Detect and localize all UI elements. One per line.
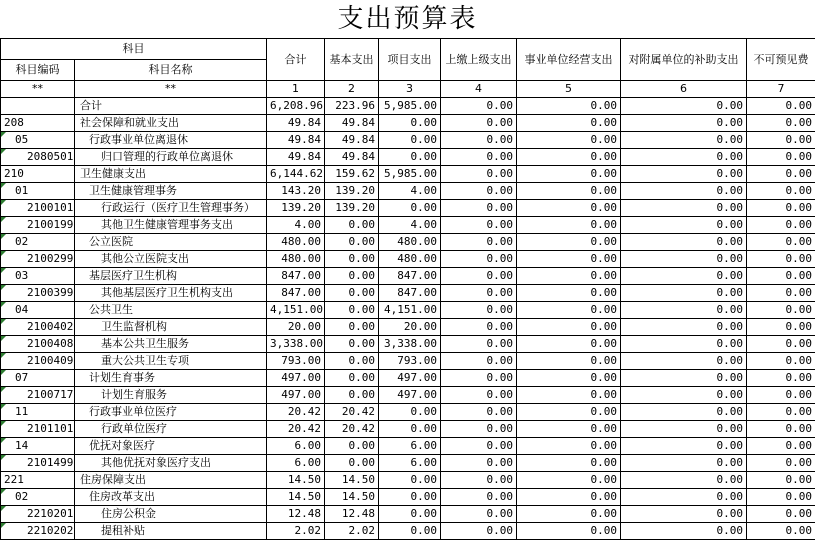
amount-cell-project[interactable]: 6.00 bbox=[379, 455, 441, 472]
amount-cell-total[interactable]: 847.00 bbox=[267, 285, 325, 302]
subject-name-cell[interactable]: 卫生监督机构 bbox=[75, 319, 267, 336]
subject-code-cell[interactable]: 2100299 bbox=[1, 251, 75, 268]
amount-cell-upper[interactable]: 0.00 bbox=[441, 234, 517, 251]
column-number-row bbox=[1, 81, 815, 98]
amount-cell-subsidy[interactable]: 0.00 bbox=[621, 234, 747, 251]
amount-cell-project[interactable]: 0.00 bbox=[379, 506, 441, 523]
amount-cell-total[interactable]: 12.48 bbox=[267, 506, 325, 523]
amount-cell-basic[interactable]: 223.96 bbox=[325, 98, 379, 115]
amount-cell-subsidy[interactable]: 0.00 bbox=[621, 421, 747, 438]
amount-cell-operation[interactable]: 0.00 bbox=[517, 472, 621, 489]
subject-name-cell[interactable]: 基本公共卫生服务 bbox=[75, 336, 267, 353]
amount-cell-total[interactable]: 49.84 bbox=[267, 132, 325, 149]
table-row bbox=[1, 404, 815, 421]
amount-cell-subsidy[interactable]: 0.00 bbox=[621, 370, 747, 387]
amount-cell-project[interactable]: 4.00 bbox=[379, 217, 441, 234]
amount-cell-subsidy[interactable]: 0.00 bbox=[621, 302, 747, 319]
amount-cell-upper[interactable]: 0.00 bbox=[441, 387, 517, 404]
amount-cell-project[interactable]: 4.00 bbox=[379, 183, 441, 200]
amount-cell-subsidy[interactable]: 0.00 bbox=[621, 523, 747, 540]
amount-cell-reserve[interactable]: 0.00 bbox=[747, 285, 815, 302]
table-row bbox=[1, 353, 815, 370]
amount-cell-basic[interactable]: 159.62 bbox=[325, 166, 379, 183]
colnum-cell[interactable]: 2 bbox=[325, 81, 379, 98]
amount-cell-reserve[interactable]: 0.00 bbox=[747, 200, 815, 217]
amount-cell-basic[interactable]: 2.02 bbox=[325, 523, 379, 540]
table-row bbox=[1, 336, 815, 353]
table-row bbox=[1, 387, 815, 404]
amount-cell-reserve[interactable]: 0.00 bbox=[747, 489, 815, 506]
amount-cell-subsidy[interactable]: 0.00 bbox=[621, 489, 747, 506]
amount-cell-basic[interactable]: 49.84 bbox=[325, 115, 379, 132]
subject-name-cell[interactable]: 合计 bbox=[75, 98, 267, 115]
amount-cell-basic[interactable]: 0.00 bbox=[325, 251, 379, 268]
amount-cell-subsidy[interactable]: 0.00 bbox=[621, 200, 747, 217]
subject-name-cell[interactable]: 重大公共卫生专项 bbox=[75, 353, 267, 370]
amount-cell-upper[interactable]: 0.00 bbox=[441, 506, 517, 523]
header-code[interactable]: 科目编码 bbox=[1, 60, 75, 81]
subject-code-cell[interactable]: 2101101 bbox=[1, 421, 75, 438]
amount-cell-operation[interactable]: 0.00 bbox=[517, 285, 621, 302]
amount-cell-operation[interactable]: 0.00 bbox=[517, 506, 621, 523]
amount-cell-total[interactable]: 6.00 bbox=[267, 455, 325, 472]
amount-cell-project[interactable]: 20.00 bbox=[379, 319, 441, 336]
amount-cell-subsidy[interactable]: 0.00 bbox=[621, 166, 747, 183]
amount-cell-basic[interactable]: 0.00 bbox=[325, 319, 379, 336]
amount-cell-reserve[interactable]: 0.00 bbox=[747, 234, 815, 251]
subject-code-cell[interactable]: 14 bbox=[1, 438, 75, 455]
amount-cell-subsidy[interactable]: 0.00 bbox=[621, 98, 747, 115]
table-row bbox=[1, 251, 815, 268]
amount-cell-project[interactable]: 0.00 bbox=[379, 132, 441, 149]
colnum-cell[interactable]: 1 bbox=[267, 81, 325, 98]
amount-cell-reserve[interactable]: 0.00 bbox=[747, 455, 815, 472]
subject-name-cell[interactable]: 住房保障支出 bbox=[75, 472, 267, 489]
table-row bbox=[1, 370, 815, 387]
table-row bbox=[1, 149, 815, 166]
amount-cell-project[interactable]: 0.00 bbox=[379, 489, 441, 506]
amount-cell-total[interactable]: 4,151.00 bbox=[267, 302, 325, 319]
amount-cell-operation[interactable]: 0.00 bbox=[517, 421, 621, 438]
amount-cell-project[interactable]: 0.00 bbox=[379, 149, 441, 166]
amount-cell-project[interactable]: 5,985.00 bbox=[379, 166, 441, 183]
amount-cell-reserve[interactable]: 0.00 bbox=[747, 183, 815, 200]
table-row bbox=[1, 319, 815, 336]
table-row bbox=[1, 438, 815, 455]
header-upper[interactable]: 上缴上级支出 bbox=[441, 39, 517, 81]
subject-name-cell[interactable]: 社会保障和就业支出 bbox=[75, 115, 267, 132]
amount-cell-total[interactable]: 14.50 bbox=[267, 472, 325, 489]
amount-cell-operation[interactable]: 0.00 bbox=[517, 404, 621, 421]
table-row bbox=[1, 506, 815, 523]
colnum-cell[interactable]: ** bbox=[1, 81, 75, 98]
table-row bbox=[1, 268, 815, 285]
amount-cell-upper[interactable]: 0.00 bbox=[441, 472, 517, 489]
amount-cell-upper[interactable]: 0.00 bbox=[441, 268, 517, 285]
colnum-cell[interactable]: 7 bbox=[747, 81, 815, 98]
amount-cell-operation[interactable]: 0.00 bbox=[517, 489, 621, 506]
subject-name-cell[interactable]: 行政事业单位医疗 bbox=[75, 404, 267, 421]
amount-cell-basic[interactable]: 49.84 bbox=[325, 149, 379, 166]
subject-code-cell[interactable]: 2100399 bbox=[1, 285, 75, 302]
subject-name-cell[interactable]: 公立医院 bbox=[75, 234, 267, 251]
subject-name-cell[interactable]: 计划生育服务 bbox=[75, 387, 267, 404]
subject-name-cell[interactable]: 其他公立医院支出 bbox=[75, 251, 267, 268]
amount-cell-basic[interactable]: 49.84 bbox=[325, 132, 379, 149]
amount-cell-reserve[interactable]: 0.00 bbox=[747, 166, 815, 183]
amount-cell-total[interactable]: 49.84 bbox=[267, 149, 325, 166]
subject-code-cell[interactable]: 2080501 bbox=[1, 149, 75, 166]
amount-cell-basic[interactable]: 0.00 bbox=[325, 387, 379, 404]
amount-cell-reserve[interactable]: 0.00 bbox=[747, 251, 815, 268]
amount-cell-reserve[interactable]: 0.00 bbox=[747, 523, 815, 540]
amount-cell-reserve[interactable]: 0.00 bbox=[747, 319, 815, 336]
amount-cell-reserve[interactable]: 0.00 bbox=[747, 472, 815, 489]
amount-cell-operation[interactable]: 0.00 bbox=[517, 353, 621, 370]
amount-cell-basic[interactable]: 0.00 bbox=[325, 302, 379, 319]
amount-cell-upper[interactable]: 0.00 bbox=[441, 183, 517, 200]
amount-cell-subsidy[interactable]: 0.00 bbox=[621, 251, 747, 268]
amount-cell-subsidy[interactable]: 0.00 bbox=[621, 183, 747, 200]
table-row bbox=[1, 285, 815, 302]
amount-cell-upper[interactable]: 0.00 bbox=[441, 523, 517, 540]
subject-code-cell[interactable]: 11 bbox=[1, 404, 75, 421]
amount-cell-total[interactable]: 497.00 bbox=[267, 387, 325, 404]
subject-name-cell[interactable]: 公共卫生 bbox=[75, 302, 267, 319]
table-header bbox=[1, 39, 815, 98]
amount-cell-total[interactable]: 497.00 bbox=[267, 370, 325, 387]
amount-cell-upper[interactable]: 0.00 bbox=[441, 285, 517, 302]
subject-name-cell[interactable]: 其他基层医疗卫生机构支出 bbox=[75, 285, 267, 302]
amount-cell-subsidy[interactable]: 0.00 bbox=[621, 115, 747, 132]
amount-cell-upper[interactable]: 0.00 bbox=[441, 370, 517, 387]
budget-table bbox=[0, 38, 815, 540]
amount-cell-upper[interactable]: 0.00 bbox=[441, 438, 517, 455]
table-row bbox=[1, 234, 815, 251]
subject-code-cell[interactable]: 2101499 bbox=[1, 455, 75, 472]
subject-code-cell[interactable]: 2210202 bbox=[1, 523, 75, 540]
subject-code-cell[interactable]: 210 bbox=[1, 166, 75, 183]
subject-name-cell[interactable]: 其他卫生健康管理事务支出 bbox=[75, 217, 267, 234]
amount-cell-basic[interactable]: 14.50 bbox=[325, 472, 379, 489]
subject-name-cell[interactable]: 卫生健康支出 bbox=[75, 166, 267, 183]
amount-cell-reserve[interactable]: 0.00 bbox=[747, 336, 815, 353]
subject-code-cell[interactable]: 2100402 bbox=[1, 319, 75, 336]
amount-cell-subsidy[interactable]: 0.00 bbox=[621, 336, 747, 353]
amount-cell-project[interactable]: 0.00 bbox=[379, 523, 441, 540]
amount-cell-subsidy[interactable]: 0.00 bbox=[621, 472, 747, 489]
subject-name-cell[interactable]: 优抚对象医疗 bbox=[75, 438, 267, 455]
amount-cell-reserve[interactable]: 0.00 bbox=[747, 387, 815, 404]
amount-cell-basic[interactable]: 20.42 bbox=[325, 421, 379, 438]
amount-cell-subsidy[interactable]: 0.00 bbox=[621, 132, 747, 149]
amount-cell-total[interactable]: 3,338.00 bbox=[267, 336, 325, 353]
amount-cell-subsidy[interactable]: 0.00 bbox=[621, 387, 747, 404]
subject-name-cell[interactable]: 住房改革支出 bbox=[75, 489, 267, 506]
amount-cell-operation[interactable]: 0.00 bbox=[517, 387, 621, 404]
amount-cell-total[interactable]: 480.00 bbox=[267, 234, 325, 251]
amount-cell-operation[interactable]: 0.00 bbox=[517, 149, 621, 166]
colnum-cell[interactable]: 3 bbox=[379, 81, 441, 98]
amount-cell-operation[interactable]: 0.00 bbox=[517, 251, 621, 268]
amount-cell-operation[interactable]: 0.00 bbox=[517, 455, 621, 472]
amount-cell-total[interactable]: 6.00 bbox=[267, 438, 325, 455]
amount-cell-total[interactable]: 14.50 bbox=[267, 489, 325, 506]
amount-cell-basic[interactable]: 0.00 bbox=[325, 353, 379, 370]
amount-cell-project[interactable]: 0.00 bbox=[379, 404, 441, 421]
subject-name-cell[interactable]: 其他优抚对象医疗支出 bbox=[75, 455, 267, 472]
subject-code-cell[interactable]: 2100101 bbox=[1, 200, 75, 217]
amount-cell-reserve[interactable]: 0.00 bbox=[747, 217, 815, 234]
amount-cell-operation[interactable]: 0.00 bbox=[517, 98, 621, 115]
amount-cell-project[interactable]: 847.00 bbox=[379, 285, 441, 302]
amount-cell-subsidy[interactable]: 0.00 bbox=[621, 319, 747, 336]
amount-cell-reserve[interactable]: 0.00 bbox=[747, 353, 815, 370]
subject-name-cell[interactable]: 行政运行（医疗卫生管理事务） bbox=[75, 200, 267, 217]
amount-cell-operation[interactable]: 0.00 bbox=[517, 166, 621, 183]
amount-cell-operation[interactable]: 0.00 bbox=[517, 200, 621, 217]
table-row bbox=[1, 200, 815, 217]
amount-cell-operation[interactable]: 0.00 bbox=[517, 319, 621, 336]
amount-cell-basic[interactable]: 0.00 bbox=[325, 438, 379, 455]
amount-cell-operation[interactable]: 0.00 bbox=[517, 217, 621, 234]
table-row bbox=[1, 132, 815, 149]
table-row bbox=[1, 98, 815, 115]
subject-name-cell[interactable]: 行政事业单位离退休 bbox=[75, 132, 267, 149]
amount-cell-basic[interactable]: 0.00 bbox=[325, 370, 379, 387]
amount-cell-basic[interactable]: 139.20 bbox=[325, 183, 379, 200]
amount-cell-reserve[interactable]: 0.00 bbox=[747, 370, 815, 387]
header-name[interactable]: 科目名称 bbox=[75, 60, 267, 81]
amount-cell-subsidy[interactable]: 0.00 bbox=[621, 285, 747, 302]
amount-cell-basic[interactable]: 0.00 bbox=[325, 336, 379, 353]
amount-cell-project[interactable]: 847.00 bbox=[379, 268, 441, 285]
subject-code-cell[interactable]: 2100409 bbox=[1, 353, 75, 370]
subject-name-cell[interactable]: 住房公积金 bbox=[75, 506, 267, 523]
table-row bbox=[1, 523, 815, 540]
amount-cell-reserve[interactable]: 0.00 bbox=[747, 268, 815, 285]
amount-cell-upper[interactable]: 0.00 bbox=[441, 489, 517, 506]
amount-cell-reserve[interactable]: 0.00 bbox=[747, 132, 815, 149]
amount-cell-subsidy[interactable]: 0.00 bbox=[621, 353, 747, 370]
amount-cell-upper[interactable]: 0.00 bbox=[441, 166, 517, 183]
amount-cell-operation[interactable]: 0.00 bbox=[517, 115, 621, 132]
header-operation[interactable]: 事业单位经营支出 bbox=[517, 39, 621, 81]
amount-cell-operation[interactable]: 0.00 bbox=[517, 183, 621, 200]
amount-cell-project[interactable]: 5,985.00 bbox=[379, 98, 441, 115]
amount-cell-upper[interactable]: 0.00 bbox=[441, 455, 517, 472]
amount-cell-upper[interactable]: 0.00 bbox=[441, 132, 517, 149]
amount-cell-operation[interactable]: 0.00 bbox=[517, 268, 621, 285]
amount-cell-total[interactable]: 793.00 bbox=[267, 353, 325, 370]
subject-code-cell[interactable]: 02 bbox=[1, 489, 75, 506]
amount-cell-total[interactable]: 20.42 bbox=[267, 404, 325, 421]
table-row bbox=[1, 455, 815, 472]
subject-name-cell[interactable]: 行政单位医疗 bbox=[75, 421, 267, 438]
subject-code-cell[interactable]: 2100199 bbox=[1, 217, 75, 234]
subject-code-cell[interactable]: 2100717 bbox=[1, 387, 75, 404]
amount-cell-total[interactable]: 480.00 bbox=[267, 251, 325, 268]
sheet-title: 支出预算表 bbox=[337, 4, 478, 34]
table-row bbox=[1, 489, 815, 506]
amount-cell-subsidy[interactable]: 0.00 bbox=[621, 149, 747, 166]
subject-code-cell[interactable] bbox=[1, 98, 75, 115]
subject-code-cell[interactable]: 02 bbox=[1, 234, 75, 251]
amount-cell-upper[interactable]: 0.00 bbox=[441, 404, 517, 421]
amount-cell-upper[interactable]: 0.00 bbox=[441, 98, 517, 115]
amount-cell-total[interactable]: 6,144.62 bbox=[267, 166, 325, 183]
amount-cell-total[interactable]: 139.20 bbox=[267, 200, 325, 217]
amount-cell-project[interactable]: 4,151.00 bbox=[379, 302, 441, 319]
amount-cell-reserve[interactable]: 0.00 bbox=[747, 98, 815, 115]
amount-cell-reserve[interactable]: 0.00 bbox=[747, 115, 815, 132]
amount-cell-basic[interactable]: 139.20 bbox=[325, 200, 379, 217]
amount-cell-operation[interactable]: 0.00 bbox=[517, 234, 621, 251]
subject-code-cell[interactable]: 2100408 bbox=[1, 336, 75, 353]
amount-cell-upper[interactable]: 0.00 bbox=[441, 302, 517, 319]
amount-cell-total[interactable]: 20.42 bbox=[267, 421, 325, 438]
amount-cell-subsidy[interactable]: 0.00 bbox=[621, 217, 747, 234]
amount-cell-basic[interactable]: 14.50 bbox=[325, 489, 379, 506]
amount-cell-basic[interactable]: 12.48 bbox=[325, 506, 379, 523]
amount-cell-total[interactable]: 847.00 bbox=[267, 268, 325, 285]
amount-cell-reserve[interactable]: 0.00 bbox=[747, 438, 815, 455]
amount-cell-project[interactable]: 0.00 bbox=[379, 472, 441, 489]
amount-cell-upper[interactable]: 0.00 bbox=[441, 217, 517, 234]
table-row bbox=[1, 421, 815, 438]
amount-cell-upper[interactable]: 0.00 bbox=[441, 149, 517, 166]
header-subject-group[interactable]: 科目 bbox=[1, 39, 267, 60]
amount-cell-operation[interactable]: 0.00 bbox=[517, 132, 621, 149]
amount-cell-basic[interactable]: 0.00 bbox=[325, 234, 379, 251]
amount-cell-reserve[interactable]: 0.00 bbox=[747, 404, 815, 421]
amount-cell-basic[interactable]: 0.00 bbox=[325, 455, 379, 472]
header-reserve[interactable]: 不可预见费 bbox=[747, 39, 815, 81]
amount-cell-upper[interactable]: 0.00 bbox=[441, 251, 517, 268]
amount-cell-reserve[interactable]: 0.00 bbox=[747, 421, 815, 438]
amount-cell-project[interactable]: 0.00 bbox=[379, 200, 441, 217]
colnum-cell[interactable]: 5 bbox=[517, 81, 621, 98]
subject-name-cell[interactable]: 提租补贴 bbox=[75, 523, 267, 540]
amount-cell-total[interactable]: 2.02 bbox=[267, 523, 325, 540]
amount-cell-project[interactable]: 497.00 bbox=[379, 370, 441, 387]
amount-cell-upper[interactable]: 0.00 bbox=[441, 336, 517, 353]
amount-cell-upper[interactable]: 0.00 bbox=[441, 421, 517, 438]
amount-cell-project[interactable]: 480.00 bbox=[379, 251, 441, 268]
subject-code-cell[interactable]: 04 bbox=[1, 302, 75, 319]
amount-cell-upper[interactable]: 0.00 bbox=[441, 200, 517, 217]
table-row bbox=[1, 183, 815, 200]
colnum-cell[interactable]: 6 bbox=[621, 81, 747, 98]
header-basic[interactable]: 基本支出 bbox=[325, 39, 379, 81]
amount-cell-total[interactable]: 4.00 bbox=[267, 217, 325, 234]
amount-cell-reserve[interactable]: 0.00 bbox=[747, 506, 815, 523]
subject-name-cell[interactable]: 基层医疗卫生机构 bbox=[75, 268, 267, 285]
table-body bbox=[1, 98, 815, 540]
subject-code-cell[interactable]: 2210201 bbox=[1, 506, 75, 523]
subject-name-cell[interactable]: 计划生育事务 bbox=[75, 370, 267, 387]
amount-cell-subsidy[interactable]: 0.00 bbox=[621, 438, 747, 455]
amount-cell-operation[interactable]: 0.00 bbox=[517, 336, 621, 353]
table-row bbox=[1, 166, 815, 183]
amount-cell-upper[interactable]: 0.00 bbox=[441, 353, 517, 370]
table-row bbox=[1, 217, 815, 234]
header-total[interactable]: 合计 bbox=[267, 39, 325, 81]
amount-cell-subsidy[interactable]: 0.00 bbox=[621, 506, 747, 523]
amount-cell-basic[interactable]: 20.42 bbox=[325, 404, 379, 421]
colnum-cell[interactable]: ** bbox=[75, 81, 267, 98]
subject-code-cell[interactable]: 07 bbox=[1, 370, 75, 387]
table-row bbox=[1, 472, 815, 489]
amount-cell-upper[interactable]: 0.00 bbox=[441, 319, 517, 336]
subject-code-cell[interactable]: 05 bbox=[1, 132, 75, 149]
table-row bbox=[1, 302, 815, 319]
subject-name-cell[interactable]: 卫生健康管理事务 bbox=[75, 183, 267, 200]
amount-cell-total[interactable]: 143.20 bbox=[267, 183, 325, 200]
colnum-cell[interactable]: 4 bbox=[441, 81, 517, 98]
amount-cell-reserve[interactable]: 0.00 bbox=[747, 302, 815, 319]
amount-cell-project[interactable]: 497.00 bbox=[379, 387, 441, 404]
amount-cell-operation[interactable]: 0.00 bbox=[517, 523, 621, 540]
amount-cell-operation[interactable]: 0.00 bbox=[517, 302, 621, 319]
table-row bbox=[1, 115, 815, 132]
amount-cell-upper[interactable]: 0.00 bbox=[441, 115, 517, 132]
subject-code-cell[interactable]: 221 bbox=[1, 472, 75, 489]
amount-cell-operation[interactable]: 0.00 bbox=[517, 438, 621, 455]
amount-cell-project[interactable]: 0.00 bbox=[379, 115, 441, 132]
amount-cell-basic[interactable]: 0.00 bbox=[325, 268, 379, 285]
amount-cell-subsidy[interactable]: 0.00 bbox=[621, 455, 747, 472]
amount-cell-project[interactable]: 793.00 bbox=[379, 353, 441, 370]
amount-cell-total[interactable]: 6,208.96 bbox=[267, 98, 325, 115]
amount-cell-total[interactable]: 49.84 bbox=[267, 115, 325, 132]
amount-cell-basic[interactable]: 0.00 bbox=[325, 217, 379, 234]
amount-cell-subsidy[interactable]: 0.00 bbox=[621, 268, 747, 285]
header-project[interactable]: 项目支出 bbox=[379, 39, 441, 81]
amount-cell-total[interactable]: 20.00 bbox=[267, 319, 325, 336]
subject-code-cell[interactable]: 208 bbox=[1, 115, 75, 132]
subject-name-cell[interactable]: 归口管理的行政单位离退休 bbox=[75, 149, 267, 166]
amount-cell-operation[interactable]: 0.00 bbox=[517, 370, 621, 387]
header-subsidy[interactable]: 对附属单位的补助支出 bbox=[621, 39, 747, 81]
subject-code-cell[interactable]: 01 bbox=[1, 183, 75, 200]
amount-cell-project[interactable]: 3,338.00 bbox=[379, 336, 441, 353]
amount-cell-reserve[interactable]: 0.00 bbox=[747, 149, 815, 166]
amount-cell-project[interactable]: 0.00 bbox=[379, 421, 441, 438]
amount-cell-project[interactable]: 480.00 bbox=[379, 234, 441, 251]
amount-cell-basic[interactable]: 0.00 bbox=[325, 285, 379, 302]
amount-cell-subsidy[interactable]: 0.00 bbox=[621, 404, 747, 421]
subject-code-cell[interactable]: 03 bbox=[1, 268, 75, 285]
amount-cell-project[interactable]: 6.00 bbox=[379, 438, 441, 455]
